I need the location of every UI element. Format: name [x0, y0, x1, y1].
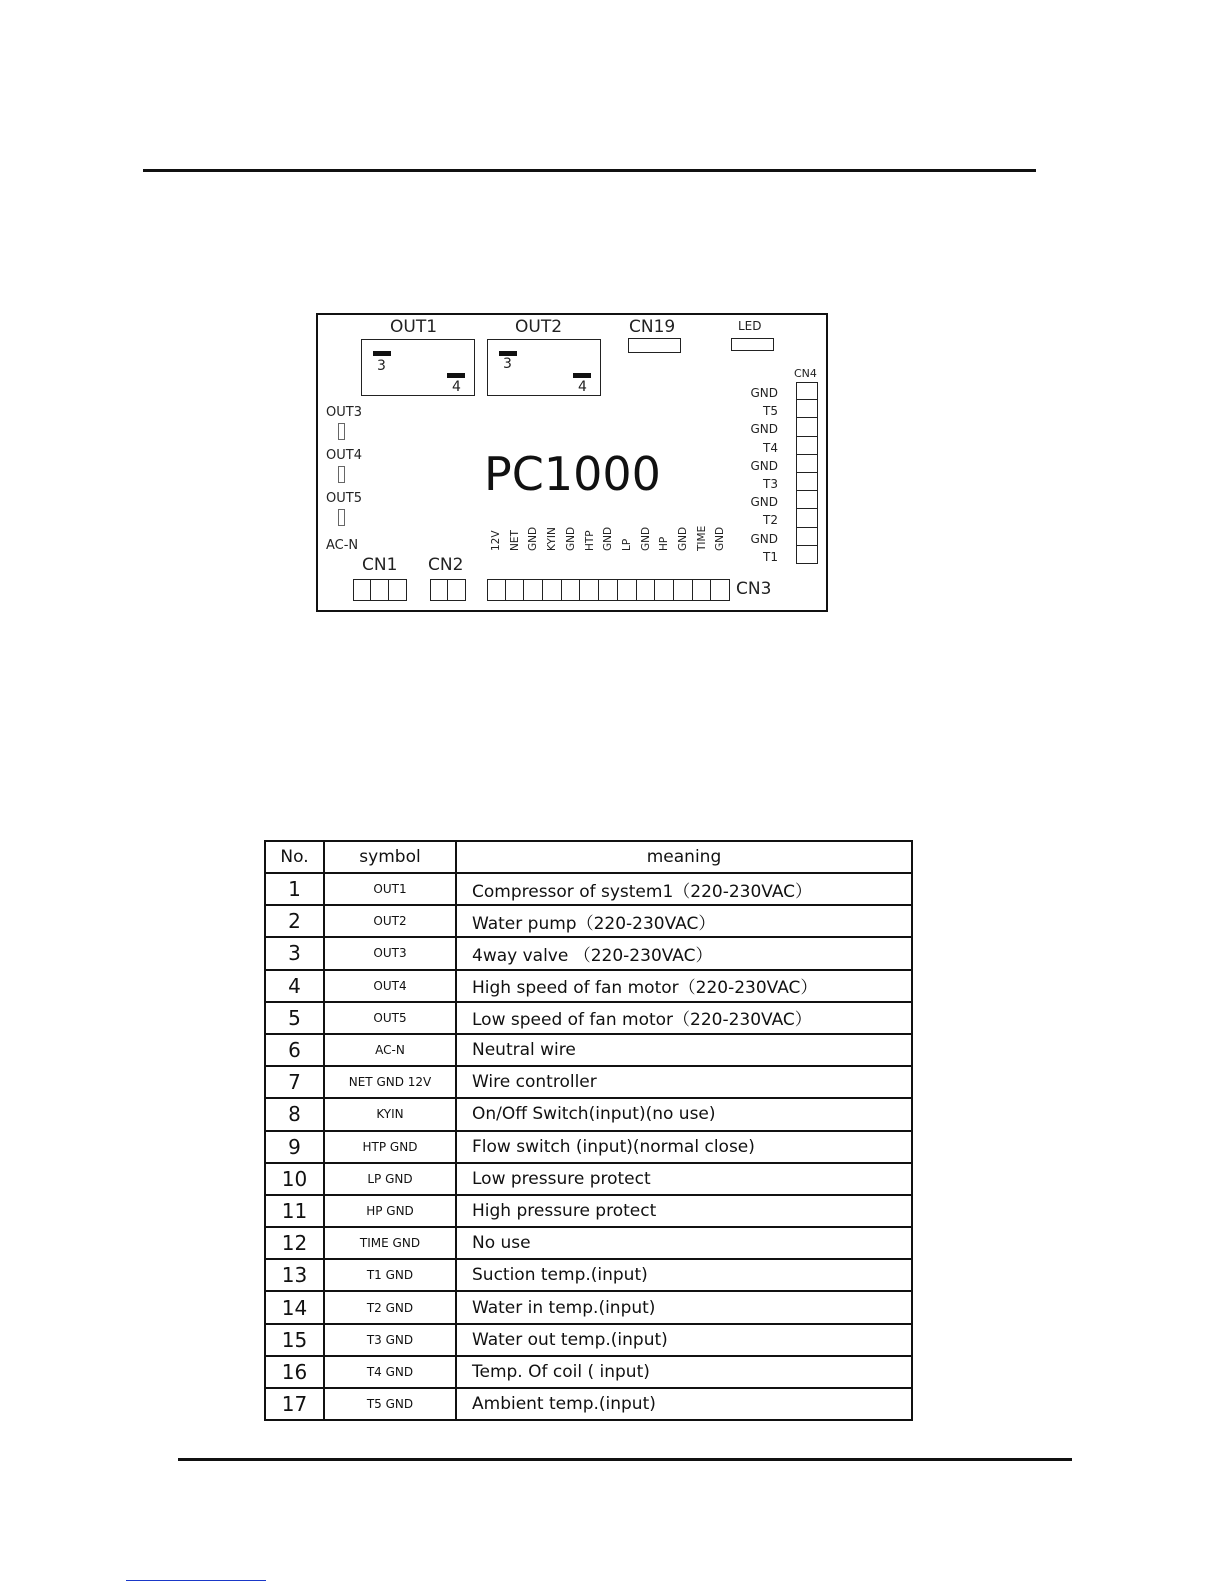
row-number: 14 — [265, 1291, 324, 1323]
row-number: 15 — [265, 1324, 324, 1356]
table-row — [265, 970, 912, 1002]
top-rule — [143, 169, 1036, 172]
out1-label: OUT1 — [390, 317, 438, 337]
out2-connector — [487, 339, 601, 396]
cn4-pin — [796, 528, 818, 546]
cn4-pin-label: GND — [750, 386, 778, 400]
header-no: No. — [265, 841, 324, 873]
table-row — [265, 873, 912, 905]
cn1-label: CN1 — [362, 555, 398, 575]
footer-link-underline — [126, 1580, 266, 1581]
cn19-label: CN19 — [629, 317, 676, 337]
cn4-pin — [796, 491, 818, 509]
table-row — [265, 1131, 912, 1163]
cn3-pin-label: HTP — [583, 530, 596, 551]
row-number: 6 — [265, 1034, 324, 1066]
cn4-connector — [796, 382, 818, 564]
cn3-pin — [655, 579, 674, 601]
row-symbol: T1 GND — [324, 1259, 456, 1291]
row-meaning: Ambient temp.(input) — [456, 1388, 912, 1420]
row-number: 9 — [265, 1131, 324, 1163]
cn4-pin — [796, 455, 818, 473]
row-meaning: Low pressure protect — [456, 1163, 912, 1195]
out2-label: OUT2 — [515, 317, 563, 337]
board-name: PC1000 — [484, 447, 661, 501]
row-symbol: T2 GND — [324, 1291, 456, 1323]
row-meaning: Flow switch (input)(normal close) — [456, 1131, 912, 1163]
out4-terminal — [338, 466, 345, 483]
cn3-pin-label: GND — [639, 526, 652, 551]
cn3-pin — [543, 579, 562, 601]
cn4-pin-label: T2 — [763, 513, 778, 528]
cn3-pin — [637, 579, 656, 601]
row-symbol: T3 GND — [324, 1324, 456, 1356]
row-symbol: TIME GND — [324, 1227, 456, 1259]
cn3-pin — [674, 579, 693, 601]
out1-pin4-label: 4 — [452, 379, 461, 395]
row-symbol: OUT4 — [324, 970, 456, 1002]
table-row — [265, 1259, 912, 1291]
cn4-pin-label: GND — [750, 495, 778, 510]
ac-n-label: AC-N — [326, 538, 359, 553]
cn3-pin — [524, 579, 543, 601]
cn3-pin — [487, 579, 506, 601]
row-symbol: OUT2 — [324, 905, 456, 937]
cn3-pin — [711, 579, 730, 601]
cn3-pin-label: 12V — [490, 530, 502, 551]
table-row — [265, 1163, 912, 1195]
cn3-pin-label: GND — [714, 526, 727, 551]
row-number: 10 — [265, 1163, 324, 1195]
cn3-pin-label: GND — [602, 526, 615, 551]
row-meaning: On/Off Switch(input)(no use) — [456, 1098, 912, 1130]
row-meaning: Suction temp.(input) — [456, 1259, 912, 1291]
cn3-pin-label: TIME — [695, 525, 708, 551]
cn4-pin-label: T5 — [763, 404, 778, 419]
row-meaning: Compressor of system1（220-230VAC） — [456, 873, 912, 905]
cn4-pin — [796, 473, 818, 491]
cn4-pin — [796, 437, 818, 455]
row-symbol: OUT1 — [324, 873, 456, 905]
table-row — [265, 937, 912, 969]
cn3-pin — [506, 579, 525, 601]
pc1000-board-diagram — [316, 313, 828, 612]
cn3-pin — [693, 579, 712, 601]
row-meaning: Water in temp.(input) — [456, 1291, 912, 1323]
row-symbol: KYIN — [324, 1098, 456, 1130]
out3-terminal — [338, 423, 345, 440]
cn19-connector — [628, 338, 681, 353]
cn3-pin — [580, 579, 599, 601]
cn4-pin-label: GND — [750, 422, 778, 437]
cn3-pin-label: NET — [508, 530, 521, 551]
row-number: 5 — [265, 1002, 324, 1034]
table-row — [265, 1195, 912, 1227]
cn3-label: CN3 — [736, 579, 772, 599]
row-number: 3 — [265, 937, 324, 969]
row-symbol: T5 GND — [324, 1388, 456, 1420]
out4-label: OUT4 — [326, 448, 362, 463]
row-meaning: High pressure protect — [456, 1195, 912, 1227]
cn3-pin — [562, 579, 581, 601]
cn1-connector — [353, 579, 407, 601]
cn3-pin-label: KYIN — [546, 527, 559, 551]
row-meaning: Temp. Of coil ( input) — [456, 1356, 912, 1388]
row-meaning: Low speed of fan motor（220-230VAC） — [456, 1002, 912, 1034]
row-meaning: 4way valve （220-230VAC） — [456, 937, 912, 969]
row-meaning: Neutral wire — [456, 1034, 912, 1066]
table-row — [265, 1066, 912, 1098]
row-meaning: No use — [456, 1227, 912, 1259]
out1-pin3-label: 3 — [377, 358, 386, 374]
table-row — [265, 905, 912, 937]
cn2-label: CN2 — [428, 555, 464, 575]
row-symbol: AC-N — [324, 1034, 456, 1066]
row-number: 12 — [265, 1227, 324, 1259]
row-symbol: T4 GND — [324, 1356, 456, 1388]
header-symbol: symbol — [324, 841, 456, 873]
led-indicator — [731, 338, 774, 351]
row-meaning: Water pump（220-230VAC） — [456, 905, 912, 937]
row-number: 1 — [265, 873, 324, 905]
cn4-pin — [796, 509, 818, 527]
table-row — [265, 1356, 912, 1388]
cn4-pin — [796, 382, 818, 400]
row-symbol: HP GND — [324, 1195, 456, 1227]
row-number: 4 — [265, 970, 324, 1002]
cn3-pin-label: GND — [527, 526, 540, 551]
cn4-pin-label: T1 — [763, 549, 778, 564]
out3-label: OUT3 — [326, 405, 362, 420]
row-number: 7 — [265, 1066, 324, 1098]
row-meaning: High speed of fan motor（220-230VAC） — [456, 970, 912, 1002]
cn4-pin-label: GND — [750, 531, 778, 546]
row-number: 13 — [265, 1259, 324, 1291]
row-number: 2 — [265, 905, 324, 937]
cn3-pin-label: GND — [564, 526, 577, 551]
header-meaning: meaning — [456, 841, 912, 873]
out1-connector — [361, 339, 475, 396]
pin-definition-table — [264, 840, 913, 1421]
table-row — [265, 1002, 912, 1034]
row-symbol: OUT3 — [324, 937, 456, 969]
table-row — [265, 1388, 912, 1420]
table-row — [265, 1034, 912, 1066]
row-number: 11 — [265, 1195, 324, 1227]
cn2-connector — [430, 579, 466, 601]
cn4-pin-label: T4 — [763, 440, 778, 455]
out5-label: OUT5 — [326, 491, 362, 506]
row-number: 8 — [265, 1098, 324, 1130]
cn3-pin — [618, 579, 637, 601]
cn4-pin-label: GND — [750, 458, 778, 473]
row-symbol: LP GND — [324, 1163, 456, 1195]
cn4-pin-label: T3 — [763, 477, 778, 491]
row-symbol: OUT5 — [324, 1002, 456, 1034]
row-meaning: Water out temp.(input) — [456, 1324, 912, 1356]
cn3-pin-label: HP — [658, 536, 671, 551]
cn3-pin-label: LP — [620, 538, 633, 551]
bottom-rule — [178, 1458, 1072, 1461]
row-symbol: HTP GND — [324, 1131, 456, 1163]
table-header-row — [265, 841, 912, 873]
table-row — [265, 1291, 912, 1323]
row-number: 17 — [265, 1388, 324, 1420]
cn4-pin — [796, 418, 818, 436]
cn4-pin — [796, 400, 818, 418]
row-number: 16 — [265, 1356, 324, 1388]
out5-terminal — [338, 509, 345, 526]
row-meaning: Wire controller — [456, 1066, 912, 1098]
led-label: LED — [738, 319, 762, 333]
table-row — [265, 1324, 912, 1356]
out2-pin3-label: 3 — [503, 356, 512, 372]
out2-pin4-label: 4 — [578, 379, 587, 395]
cn3-pin — [599, 579, 618, 601]
cn4-label: CN4 — [794, 367, 817, 380]
cn3-connector — [487, 579, 730, 601]
cn3-pin-label: GND — [677, 526, 689, 551]
row-symbol: NET GND 12V — [324, 1066, 456, 1098]
table-row — [265, 1227, 912, 1259]
table-row — [265, 1098, 912, 1130]
cn4-pin — [796, 546, 818, 564]
